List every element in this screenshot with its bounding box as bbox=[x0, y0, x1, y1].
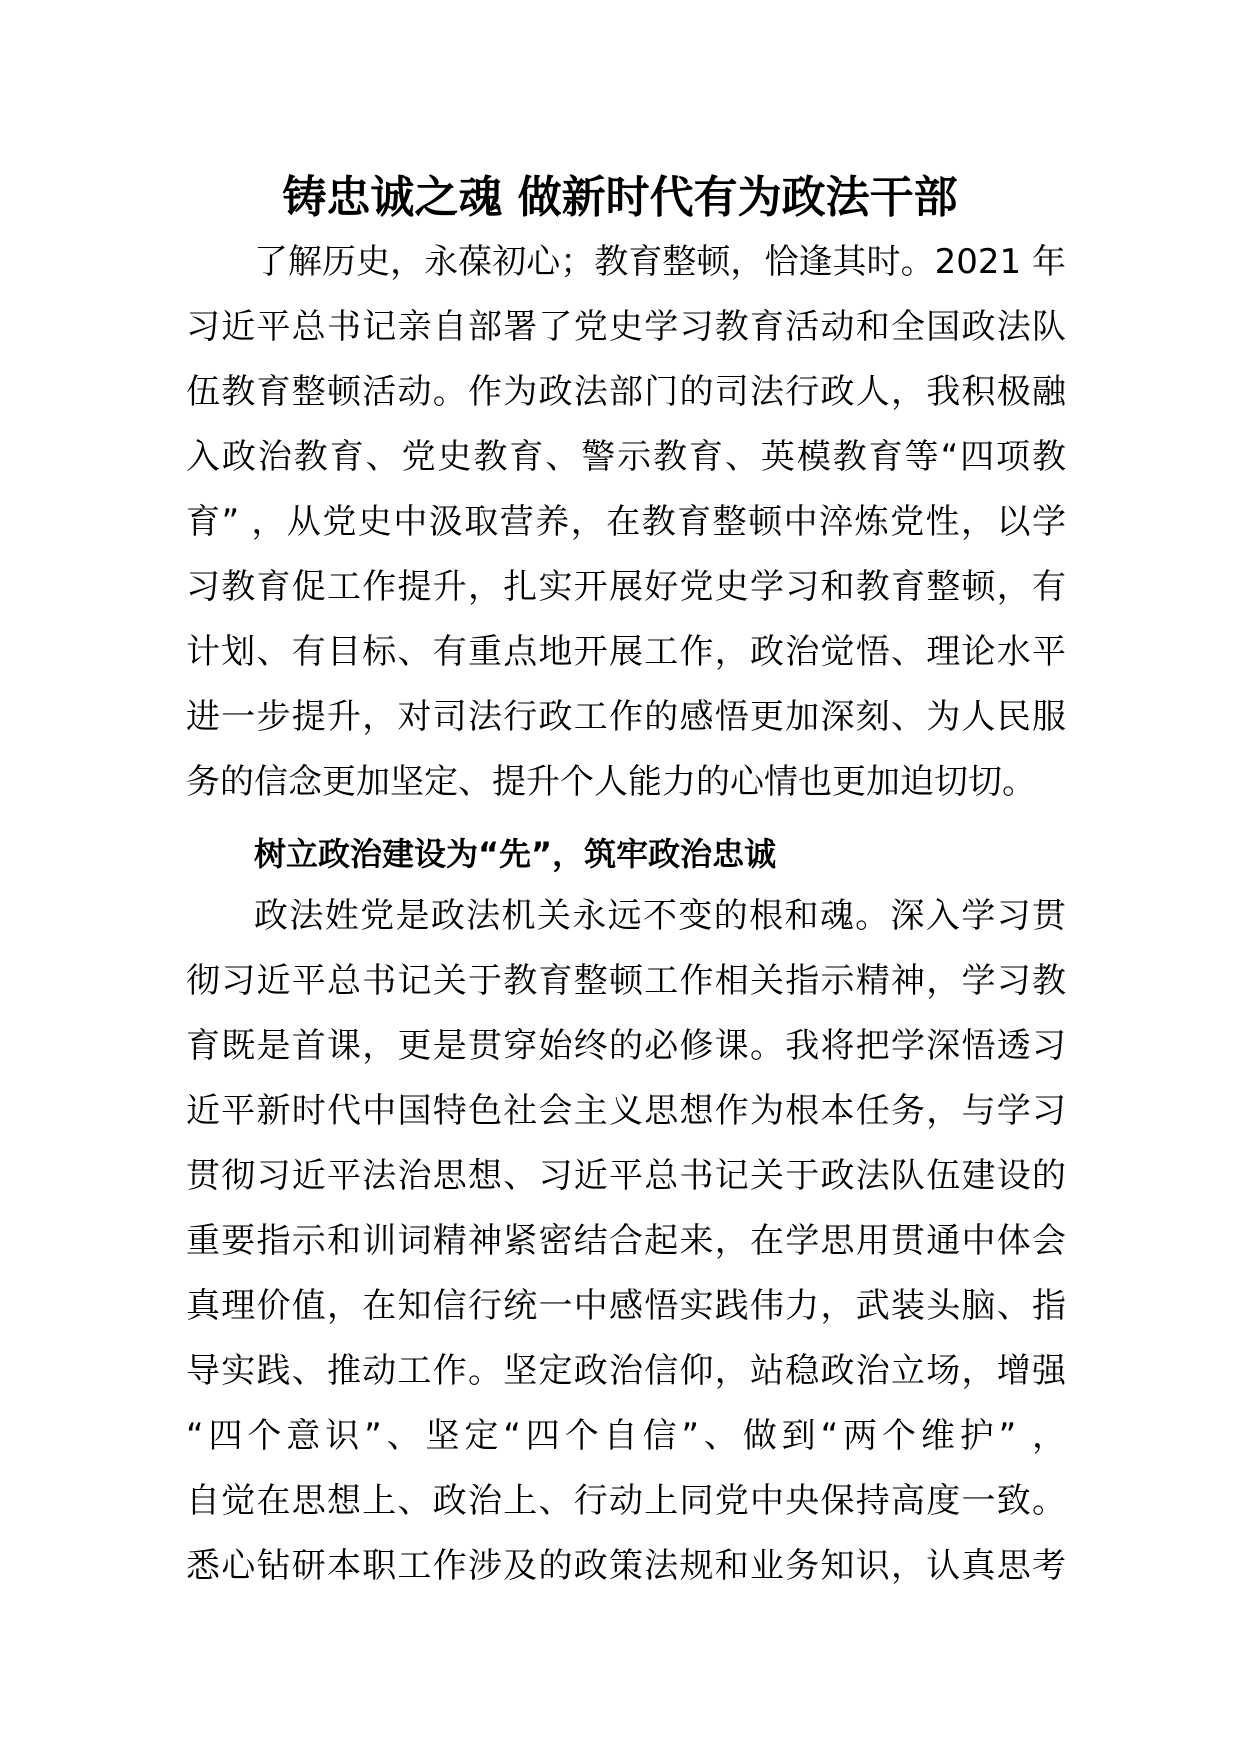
paragraph-line: 导实践、推动工作。坚定政治信仰，站稳政治立场，增强 bbox=[186, 1351, 1066, 1391]
document-title: 铸忠诚之魂 做新时代有为政法干部 bbox=[282, 172, 958, 223]
paragraph-line: 进一步提升，对司法行政工作的感悟更加深刻、为人民服 bbox=[186, 697, 1066, 737]
paragraph-line: 育既是首课，更是贯穿始终的必修课。我将把学深悟透习 bbox=[186, 1026, 1066, 1066]
paragraph-line: 真理价值，在知信行统一中感悟实践伟力，武装头脑、指 bbox=[186, 1286, 1066, 1326]
paragraph-line: 习近平总书记亲自部署了党史学习教育活动和全国政法队 bbox=[186, 307, 1066, 347]
paragraph-line: 重要指示和训词精神紧密结合起来，在学思用贯通中体会 bbox=[186, 1221, 1066, 1261]
paragraph-line: 政法姓党是政法机关永远不变的根和魂。深入学习贯 bbox=[254, 896, 1066, 936]
paragraph-line: 悉心钻研本职工作涉及的政策法规和业务知识，认真思考 bbox=[186, 1546, 1066, 1586]
paragraph-line: 彻习近平总书记关于教育整顿工作相关指示精神，学习教 bbox=[186, 961, 1066, 1001]
paragraph-line: 入政治教育、党史教育、警示教育、英模教育等“四项教 bbox=[186, 437, 1066, 477]
paragraph-line: 习教育促工作提升，扎实开展好党史学习和教育整顿，有 bbox=[186, 567, 1066, 607]
paragraph-line: 育” ，从党史中汲取营养，在教育整顿中淬炼党性，以学 bbox=[186, 502, 1066, 542]
paragraph-line: 贯彻习近平法治思想、习近平总书记关于政法队伍建设的 bbox=[186, 1156, 1066, 1196]
paragraph-line: 了解历史，永葆初心；教育整顿，恰逢其时。2021 年 bbox=[254, 242, 1066, 282]
paragraph-line: 近平新时代中国特色社会主义思想作为根本任务，与学习 bbox=[186, 1091, 1066, 1131]
paragraph-line: 计划、有目标、有重点地开展工作，政治觉悟、理论水平 bbox=[186, 632, 1066, 672]
paragraph-line: 务的信念更加坚定、提升个人能力的心情也更加迫切切。 bbox=[186, 762, 1036, 802]
paragraph-line: 伍教育整顿活动。作为政法部门的司法行政人，我积极融 bbox=[186, 372, 1066, 412]
paragraph-political-loyalty bbox=[186, 884, 1066, 1599]
paragraph-line: “四个意识”、坚定“四个自信”、做到“两个维护” ， bbox=[186, 1416, 1066, 1456]
paragraph-intro bbox=[186, 230, 1066, 815]
section-heading: 树立政治建设为“先”，筑牢政治忠诚 bbox=[254, 835, 777, 873]
paragraph-line: 自觉在思想上、政治上、行动上同党中央保持高度一致。 bbox=[186, 1481, 1066, 1521]
